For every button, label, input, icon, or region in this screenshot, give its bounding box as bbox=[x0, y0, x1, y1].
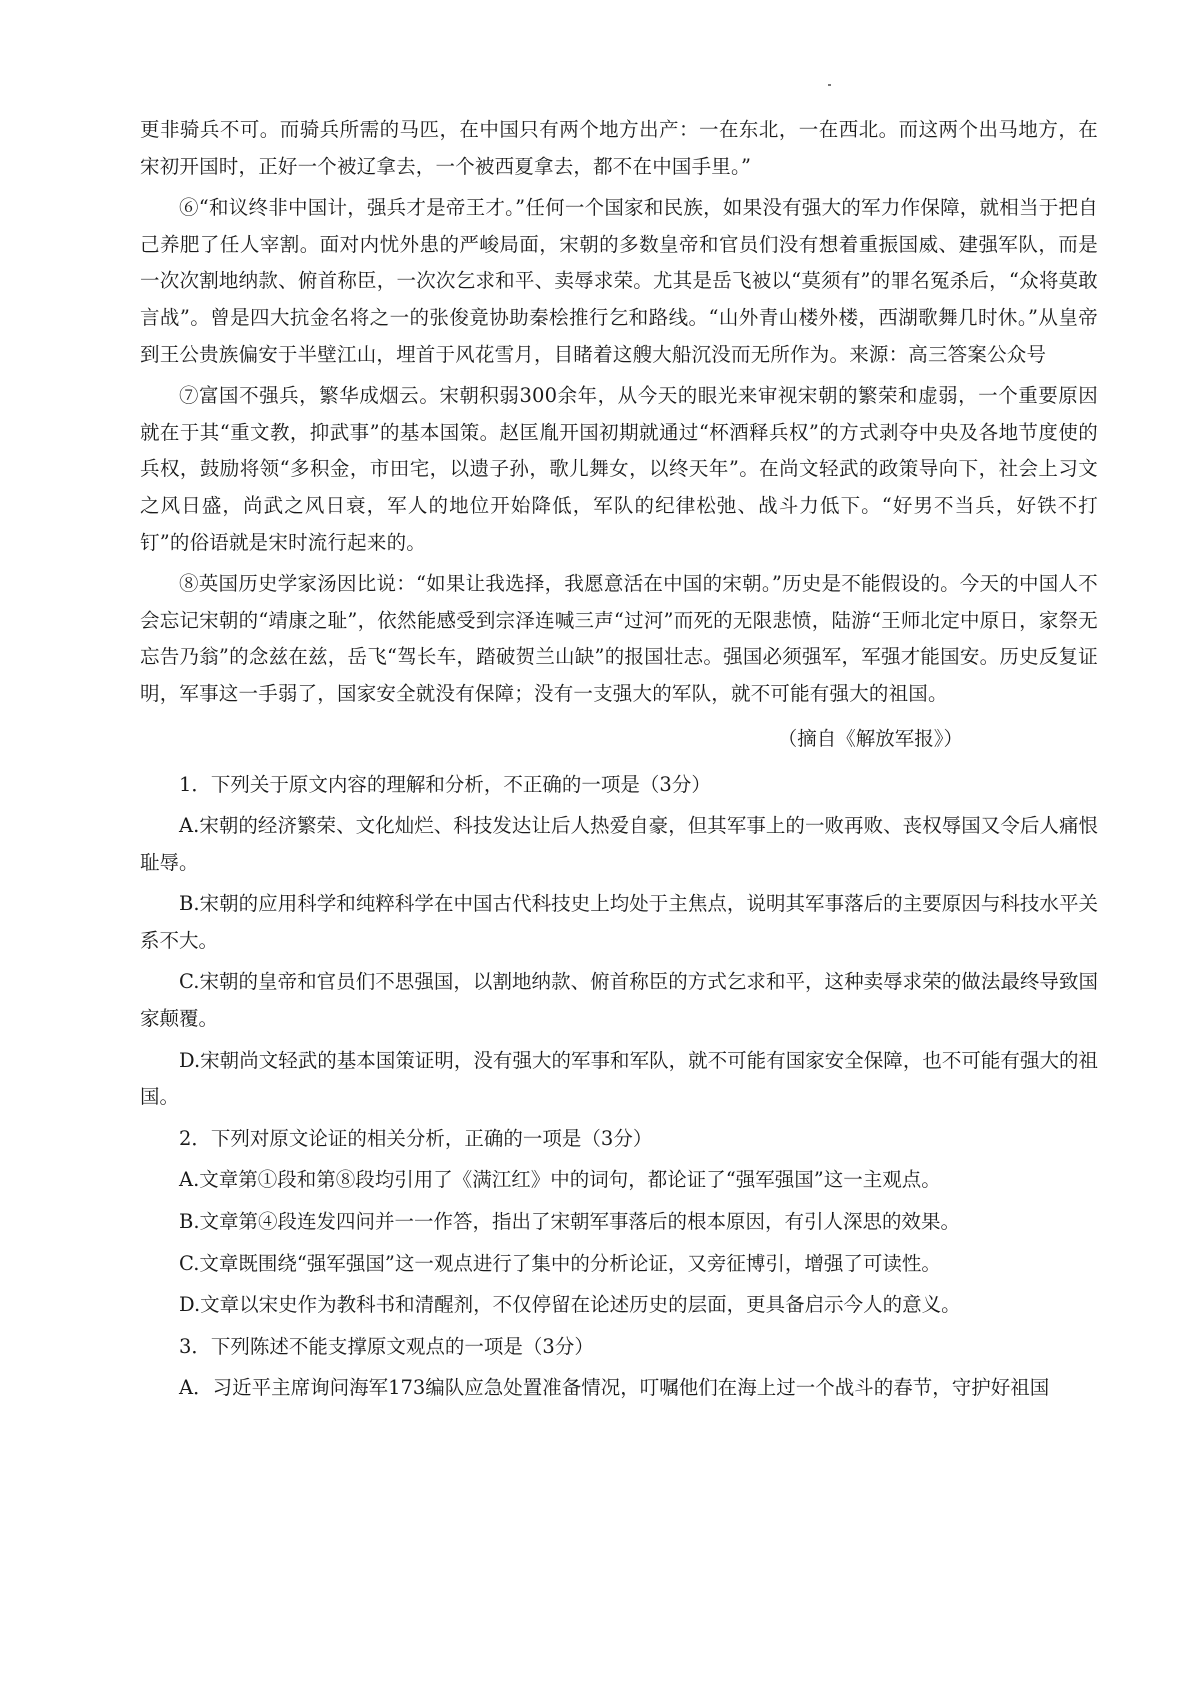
question-3-stem: 3．下列陈述不能支撑原文观点的一项是（3分） bbox=[179, 1334, 594, 1358]
question-3-option-a: A．习近平主席询问海军173编队应急处置准备情况，叮嘱他们在海上过一个战斗的春节，守护好祖国 bbox=[179, 1376, 1050, 1400]
question-2-option-d: D.文章以宋史作为教科书和清醒剂，不仅停留在论述历史的层面，更具备启示今人的意义。 bbox=[179, 1293, 961, 1317]
question-2 bbox=[140, 1121, 1098, 1324]
question-3 bbox=[140, 1329, 1098, 1407]
question-1-option-b: B.宋朝的应用科学和纯粹科学在中国古代科技史上均处于主焦点，说明其军事落后的主要原因与科技水平关系不大。 bbox=[140, 892, 1098, 952]
source-citation: （摘自《解放军报》） bbox=[777, 726, 963, 750]
scan-speck bbox=[828, 84, 831, 86]
question-2-stem: 2．下列对原文论证的相关分析，正确的一项是（3分） bbox=[179, 1126, 653, 1150]
question-2-option-a: A.文章第①段和第⑧段均引用了《满江红》中的词句，都论证了“强军强国”这一主观点。 bbox=[179, 1168, 941, 1192]
paragraph-7: ⑦富国不强兵，繁华成烟云。宋朝积弱300余年，从今天的眼光来审视宋朝的繁荣和虚弱，一个重要原因就在于其“重文教，抑武事”的基本国策。赵匡胤开国初期就通过“杯酒释兵权”的方式剥夺中央及各地节度使的兵权，鼓励将领“多积金，市田宅，以遗子孙，歌儿舞女，以终天年”。在尚文轻武的政策导向下，社会上习文之风日盛，尚武之风日衰，军人的地位开始降低，军队的纪律松弛、战斗力低下。“好男不当兵，好铁不打钉”的俗语就是宋时流行起来的。 bbox=[140, 384, 1098, 554]
question-2-option-c: C.文章既围绕“强军强国”这一观点进行了集中的分析论证，又旁征博引，增强了可读性。 bbox=[179, 1251, 941, 1275]
document-page bbox=[140, 112, 1098, 1412]
paragraph-8: ⑧英国历史学家汤因比说：“如果让我选择，我愿意活在中国的宋朝。”历史是不能假设的。今天的中国人不会忘记宋朝的“靖康之耻”，依然能感受到宗泽连喊三声“过河”而死的无限悲愤，陆游“王师北定中原日，家祭无忘告乃翁”的念兹在兹，岳飞“驾长车，踏破贺兰山缺”的报国壮志。强国必须强军，军强才能国安。历史反复证明，军事这一手弱了，国家安全就没有保障；没有一支强大的军队，就不可能有强大的祖国。 bbox=[140, 572, 1098, 705]
question-1-option-a: A.宋朝的经济繁荣、文化灿烂、科技发达让后人热爱自豪，但其军事上的一败再败、丧权辱国又令后人痛恨耻辱。 bbox=[140, 814, 1098, 874]
paragraph-6: ⑥“和议终非中国计，强兵才是帝王才。”任何一个国家和民族，如果没有强大的军力作保障，就相当于把自己养肥了任人宰割。面对内忧外患的严峻局面，宋朝的多数皇帝和官员们没有想着重振国威、建强军队，而是一次次割地纳款、俯首称臣，一次次乞求和平、卖辱求荣。尤其是岳飞被以“莫须有”的罪名冤杀后，“众将莫敢言战”。曾是四大抗金名将之一的张俊竟协助秦桧推行乞和路线。“山外青山楼外楼，西湖歌舞几时休。”从皇帝到王公贵族偏安于半壁江山，埋首于风花雪月，目睹着这艘大船沉没而无所作为。来源：高三答案公众号 bbox=[140, 196, 1098, 366]
question-1-option-c: C.宋朝的皇帝和官员们不思强国，以割地纳款、俯首称臣的方式乞求和平，这种卖辱求荣的做法最终导致国家颠覆。 bbox=[140, 970, 1098, 1031]
question-1-stem: 1．下列关于原文内容的理解和分析，不正确的一项是（3分） bbox=[179, 772, 711, 796]
question-2-option-b: B.文章第④段连发四问并一一作答，指出了宋朝军事落后的根本原因，有引人深思的效果。 bbox=[179, 1210, 961, 1234]
question-1-option-d: D.宋朝尚文轻武的基本国策证明，没有强大的军事和军队，就不可能有国家安全保障，也不可能有强大的祖国。 bbox=[140, 1048, 1098, 1109]
question-1 bbox=[140, 767, 1098, 1116]
paragraph-5-continuation: 更非骑兵不可。而骑兵所需的马匹，在中国只有两个地方出产：一在东北，一在西北。而这两个出马地方，在宋初开国时，正好一个被辽拿去，一个被西夏拿去，都不在中国手里。” bbox=[140, 118, 1098, 178]
